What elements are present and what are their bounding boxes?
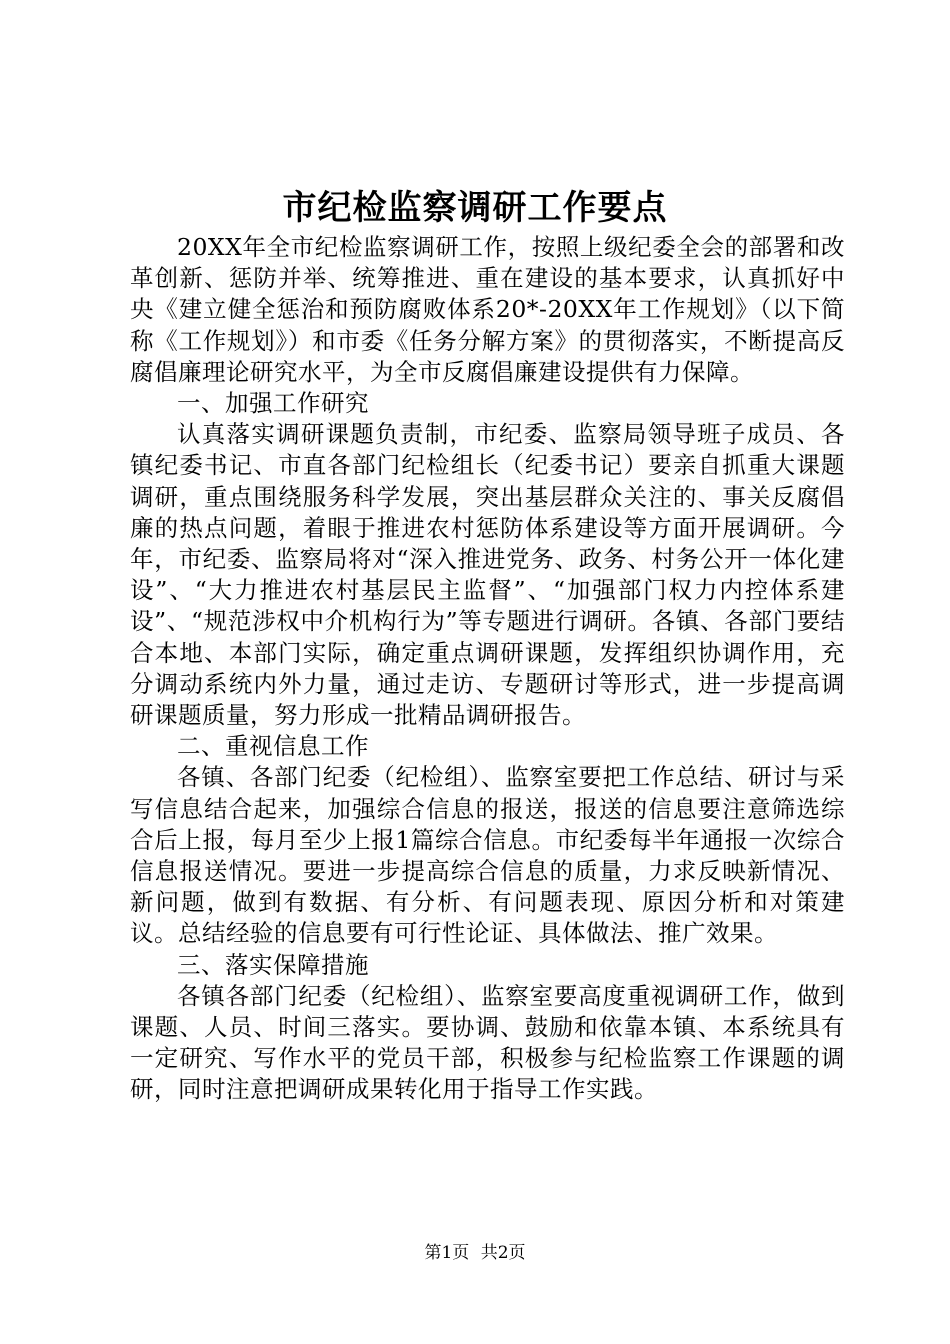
section-heading-2: 二、重视信息工作 (177, 732, 369, 761)
intro-paragraph: 20XX年全市纪检监察调研工作，按照上级纪委全会的部署和改革创新、惩防并举、统筹推进、重在建设的基本要求，认真抓好中央《建立健全惩治和预防腐败体系20*-20XX年工作规划》（以下简称《工作规划》）和市委《任务分解方案》的贯彻落实，不断提高反腐倡廉理论研究水平，为全市反腐倡廉建设提供有力保障。 (130, 233, 845, 386)
document-body (130, 232, 845, 1106)
section-paragraph-2: 各镇、各部门纪委（纪检组）、监察室要把工作总结、研讨与采写信息结合起来，加强综合信息的报送，报送的信息要注意筛选综合后上报，每月至少上报1篇综合信息。市纪委每半年通报一次综合信息报送情况。要进一步提高综合信息的质量，力求反映新情况、新问题，做到有数据、有分析、有问题表现、原因分析和对策建议。总结经验的信息要有可行性论证、具体做法、推广效果。 (130, 763, 845, 948)
section-heading-1: 一、加强工作研究 (177, 389, 369, 418)
section-paragraph-1: 认真落实调研课题负责制，市纪委、监察局领导班子成员、各镇纪委书记、市直各部门纪检组长（纪委书记）要亲自抓重大课题调研，重点围绕服务科学发展，突出基层群众关注的、事关反腐倡廉的热点问题，着眼于推进农村惩防体系建设等方面开展调研。今年，市纪委、监察局将对“深入推进党务、政务、村务公开一体化建设”、“大力推进农村基层民主监督”、“加强部门权力内控体系建设”、“规范涉权中介机构行为”等专题进行调研。各镇、各部门要结合本地、本部门实际，确定重点调研课题，发挥组织协调作用，充分调动系统内外力量，通过走访、专题研讨等形式，进一步提高调研课题质量，努力形成一批精品调研报告。 (130, 420, 845, 730)
document-title: 市纪检监察调研工作要点 (282, 188, 668, 228)
section-heading-3: 三、落实保障措施 (177, 950, 369, 979)
section-paragraph-3: 各镇各部门纪委（纪检组）、监察室要高度重视调研工作，做到课题、人员、时间三落实。要协调、鼓励和依靠本镇、本系统具有一定研究、写作水平的党员干部，积极参与纪检监察工作课题的调研，同时注意把调研成果转化用于指导工作实践。 (130, 981, 845, 1104)
page-number-footer: 第1页 共2页 (424, 1243, 526, 1263)
